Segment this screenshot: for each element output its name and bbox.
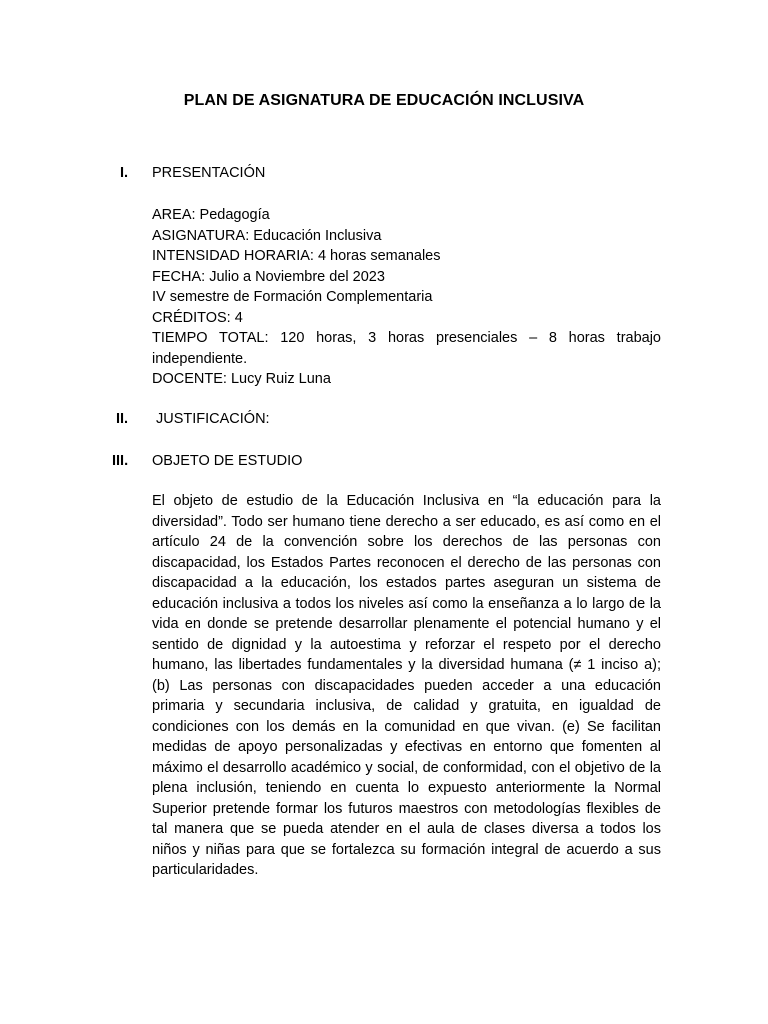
section-heading-presentacion: PRESENTACIÓN [152,165,266,181]
section-heading-objeto: OBJETO DE ESTUDIO [152,453,303,469]
section-number-1: I. [120,165,129,181]
objeto-paragraph: El objeto de estudio de la Educación Inclusiva en “la educación para la diversidad”. Todo ser humano tiene derecho a ser educado, es así como en el artículo 24 de la convención sobre los derechos de las personas con discapacidad, los Estados Partes reconocen el derecho de las personas con discapacidad a la educación, los estados partes aseguran un sistema de educación inclusiva a todos los niveles así como la enseñanza a lo largo de la vida en donde se pretende desarrollar plenamente el potencial humano y el sentido de dignidad y la autoestima y reforzar el respeto por el derecho humano, las libertades fundamentales y la diversidad humana (≠ 1 inciso a); (b) Las personas con discapacidades pueden acceder a una educación primaria y secundaria inclusiva, de calidad y gratuita, en igualdad de condiciones con los demás en la comunidad en que vivan. (e) Se facilitan medidas de apoyo personalizadas y efectivas en entorno que fomenten al máximo el desarrollo académico y social, de conformidad, con el objetivo de la plena inclusión, teniendo en cuenta lo expuesto anteriormente la Normal Superior pretende formar los futuros maestros con metodologías flexibles de tal manera que se pueda atender en el aula de clases diversa a todos los niños y niñas para que se fortalezca su formación integral de acuerdo a sus particularidades. [152,493,661,878]
info-asignatura: ASIGNATURA: Educación Inclusiva [152,227,382,244]
info-intensidad: INTENSIDAD HORARIA: 4 horas semanales [152,248,441,264]
presentation-info [152,205,661,390]
section-heading-justificacion: JUSTIFICACIÓN: [156,411,270,427]
section-number-3: III. [112,453,129,469]
info-semestre: IV semestre de Formación Complementaria [152,289,433,305]
info-creditos: CRÉDITOS: 4 [152,309,243,326]
document-title: PLAN DE ASIGNATURA DE EDUCACIÓN INCLUSIVA [183,92,585,109]
info-area: AREA: Pedagogía [152,207,270,223]
info-fecha: FECHA: Julio a Noviembre del 2023 [152,268,385,285]
section-number-2: II. [116,411,129,427]
info-docente: DOCENTE: Lucy Ruiz Luna [152,371,331,387]
info-tiempo: TIEMPO TOTAL: 120 horas, 3 horas presenciales – 8 horas trabajo independiente. [152,330,661,367]
